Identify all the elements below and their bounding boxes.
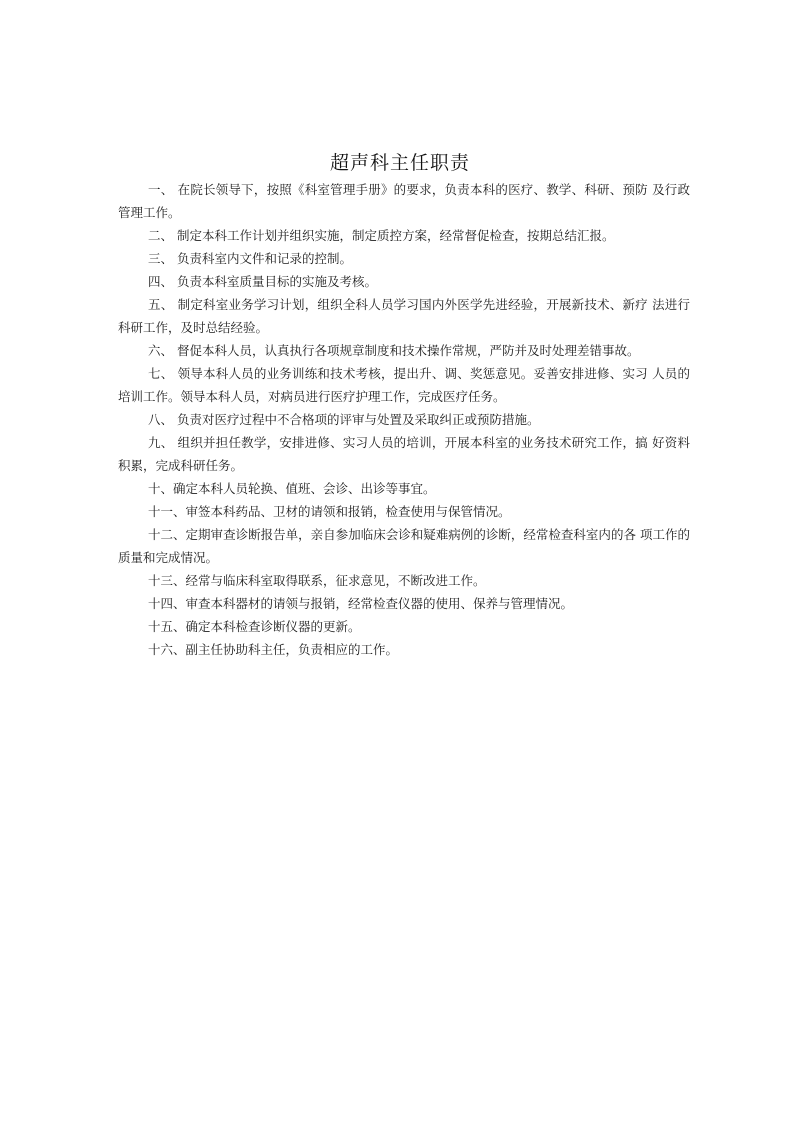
duty-item-2: 二、 制定本科工作计划并组织实施，制定质控方案，经常督促检查，按期总结汇报。	[148, 228, 615, 243]
duty-item-10: 十、确定本科人员轮换、值班、会诊、出诊等事宜。	[148, 481, 436, 496]
duty-item-9: 九、 组织并担任教学，安排进修、实习人员的培训，开展本科室的业务技术研究工作，搞 好资料积累，完成科研任务。	[118, 435, 690, 473]
duty-item-1: 一、 在院长领导下，按照《科室管理手册》的要求，负责本科的医疗、教学、科研、预防 及行政管理工作。	[118, 182, 690, 220]
duty-item-6: 六、 督促本科人员，认真执行各项规章制度和技术操作常规，严防并及时处理差错事故。	[148, 343, 640, 358]
duty-list	[118, 178, 690, 661]
duty-item-13: 十三、经常与临床科室取得联系，征求意见，不断改进工作。	[148, 573, 486, 588]
duty-item-4: 四、 负责本科室质量目标的实施及考核。	[148, 274, 377, 289]
duty-item-5: 五、 制定科室业务学习计划，组织全科人员学习国内外医学先进经验，开展新技术、新疗 法进行科研工作，及时总结经验。	[118, 297, 690, 335]
duty-item-16: 十六、副主任协助科主任，负责相应的工作。	[148, 642, 399, 657]
duty-item-7: 七、 领导本科人员的业务训练和技术考核，提出升、调、奖惩意见。妥善安排进修、实习 人员的培训工作。领导本科人员，对病员进行医疗护理工作，完成医疗任务。	[118, 366, 690, 404]
duty-item-8: 八、 负责对医疗过程中不合格项的评审与处置及采取纠正或预防措施。	[148, 412, 540, 427]
duty-item-3: 三、 负责科室内文件和记录的控制。	[148, 251, 352, 266]
duty-item-14: 十四、审查本科器材的请领与报销，经常检查仪器的使用、保养与管理情况。	[148, 596, 574, 611]
duty-item-12: 十二、定期审查诊断报告单，亲自参加临床会诊和疑难病例的诊断，经常检查科室内的各 项工作的质量和完成情况。	[118, 527, 690, 565]
document-title: 超声科主任职责	[329, 152, 470, 174]
duty-item-11: 十一、审签本科药品、卫材的请领和报销，检查使用与保管情况。	[148, 504, 511, 519]
duty-item-15: 十五、确定本科检查诊断仪器的更新。	[148, 619, 361, 634]
